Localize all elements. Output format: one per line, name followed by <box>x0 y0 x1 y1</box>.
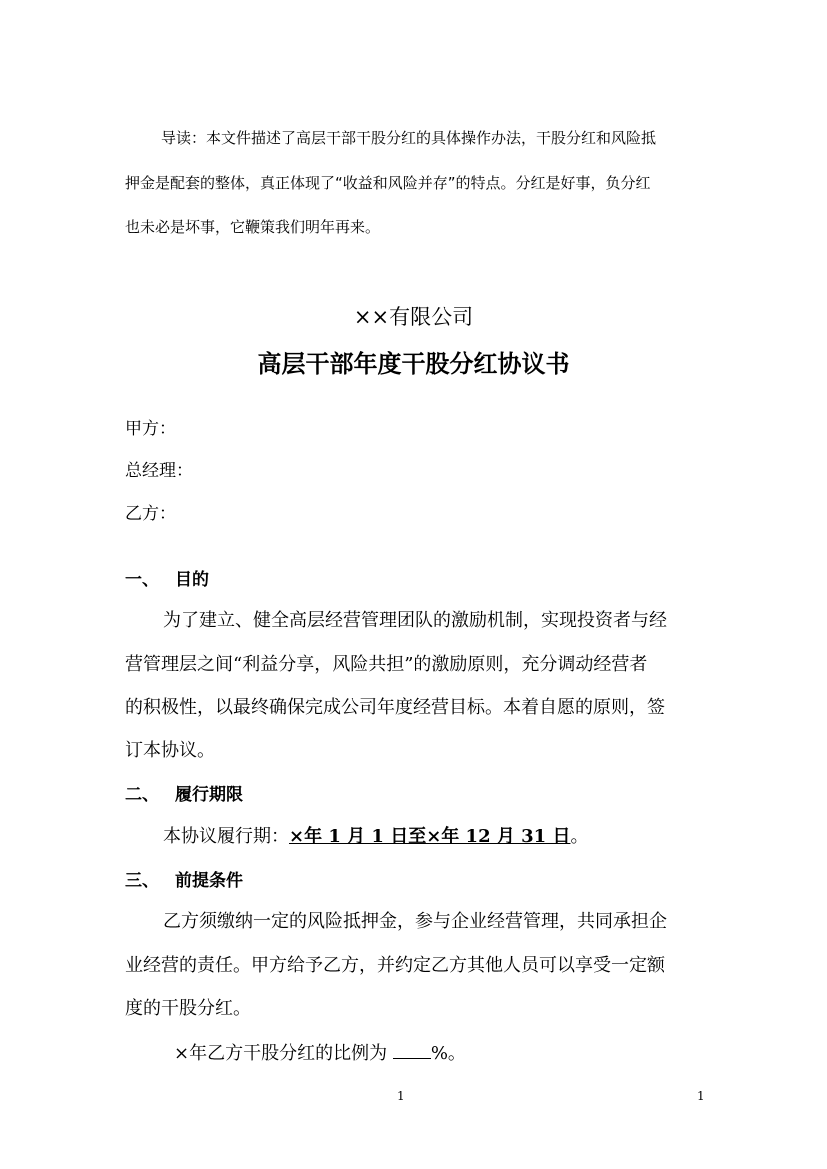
intro-line-3: 也未必是坏事，它鞭策我们明年再来。 <box>125 218 381 236</box>
section-1-title: 目的 <box>175 570 209 590</box>
ratio-suffix: %。 <box>430 1043 466 1064</box>
company-name: ××有限公司 <box>353 305 474 329</box>
section-3-title: 前提条件 <box>175 871 243 891</box>
period-dates: ×年 1 月 1 日至×年 12 月 31 日 <box>289 826 571 847</box>
section-2-number: 二、 <box>125 785 159 805</box>
ratio-blank-field[interactable] <box>393 1042 431 1059</box>
page-number-center: 1 <box>397 1089 405 1103</box>
section-3-line-3: 度的干股分红。 <box>125 998 251 1019</box>
section-1-number: 一、 <box>125 570 159 590</box>
section-1-line-4: 订本协议。 <box>125 740 215 761</box>
party-b-label: 乙方： <box>125 504 176 524</box>
intro-line-2: 押金是配套的整体，真正体现了“收益和风险并存”的特点。分红是好事，负分红 <box>125 174 651 192</box>
general-manager-label: 总经理： <box>125 461 193 481</box>
section-1-line-2: 营管理层之间“利益分享，风险共担”的激励原则，充分调动经营者 <box>125 654 648 675</box>
party-a-label: 甲方： <box>125 419 176 439</box>
section-1-line-1: 为了建立、健全高层经营管理团队的激励机制，实现投资者与经 <box>163 610 667 631</box>
dividend-ratio-line <box>174 1039 466 1065</box>
period-prefix: 本协议履行期： <box>163 826 289 847</box>
section-3-number: 三、 <box>125 871 159 891</box>
section-1-heading <box>125 565 209 590</box>
section-3-line-1: 乙方须缴纳一定的风险抵押金，参与企业经营管理，共同承担企 <box>163 911 667 932</box>
document-title: 高层干部年度干股分红协议书 <box>257 350 570 378</box>
period-suffix: 。 <box>570 826 589 847</box>
section-2-heading <box>125 780 243 805</box>
ratio-prefix: ×年乙方干股分红的比例为 <box>174 1043 388 1064</box>
section-3-heading <box>125 866 243 891</box>
section-1-line-3: 的积极性，以最终确保完成公司年度经营目标。本着自愿的原则，签 <box>125 697 665 718</box>
page-number-right: 1 <box>697 1089 705 1103</box>
intro-line-1: 导读：本文件描述了高层干部干股分红的具体操作办法，干股分红和风险抵 <box>161 129 657 147</box>
section-2-period-line <box>163 822 588 848</box>
section-3-line-2: 业经营的责任。甲方给予乙方，并约定乙方其他人员可以享受一定额 <box>125 955 665 976</box>
section-2-title: 履行期限 <box>175 785 243 805</box>
